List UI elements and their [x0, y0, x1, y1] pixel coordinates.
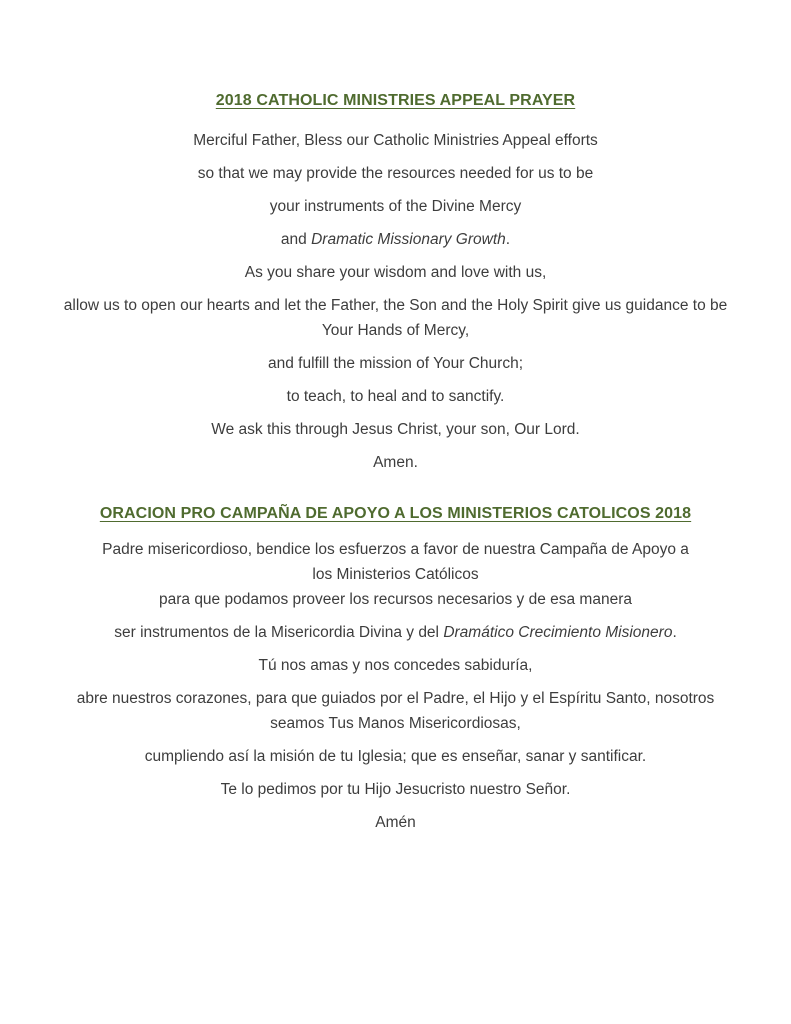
english-paragraph-7: [64, 351, 728, 376]
english-paragraph-7-text: and fulfill the mission of Your Church;: [267, 355, 524, 372]
spanish-paragraph-7: [64, 777, 728, 802]
spanish-paragraph-amen: [64, 810, 728, 835]
english-paragraph-3-text: your instruments of the Divine Mercy: [269, 198, 522, 215]
spanish-paragraph-3: [64, 620, 728, 645]
spanish-paragraph-2-text: para que podamos proveer los recursos necesarios y de esa manera: [158, 591, 632, 608]
spanish-paragraph-7-text: Te lo pedimos por tu Hijo Jesucristo nuestro Señor.: [220, 781, 571, 798]
english-paragraph-5: [64, 260, 728, 285]
english-paragraph-3: [64, 194, 728, 219]
english-paragraph-5-text: As you share your wisdom and love with us,: [244, 264, 547, 281]
spanish-paragraph-4: [64, 653, 728, 678]
english-paragraph-2: [64, 161, 728, 186]
english-paragraph-1: [64, 128, 728, 153]
spanish-paragraph-6-text: cumpliendo así la misión de tu Iglesia; que es enseñar, sanar y santificar.: [144, 748, 647, 765]
english-prayer-section: [64, 90, 728, 475]
spanish-paragraph-amen-text: Amén: [375, 814, 416, 831]
english-paragraph-6: [64, 293, 728, 343]
english-paragraph-4-italic: Dramatic Missionary Growth: [311, 231, 506, 248]
spanish-paragraph-1-text: Padre misericordioso, bendice los esfuerzos a favor de nuestra Campaña de Apoyo a los Ministerios Católicos: [102, 541, 689, 583]
spanish-paragraph-4-text: Tú nos amas y nos concedes sabiduría,: [258, 657, 533, 674]
spanish-prayer-heading: ORACION PRO CAMPAÑA DE APOYO A LOS MINISTERIOS CATOLICOS 2018: [99, 505, 692, 522]
english-paragraph-9: [64, 417, 728, 442]
document-body: [64, 90, 728, 835]
english-paragraph-9-text: We ask this through Jesus Christ, your son, Our Lord.: [211, 421, 580, 438]
english-paragraph-4-post: .: [505, 231, 511, 248]
spanish-paragraph-3-pre: ser instrumentos de la Misericordia Divina y del: [114, 624, 444, 641]
english-paragraph-4-pre: and: [280, 231, 312, 248]
spanish-paragraph-1: [93, 537, 699, 587]
english-paragraph-amen-text: Amen.: [373, 454, 418, 471]
english-paragraph-amen: [64, 450, 728, 475]
spanish-paragraph-3-italic: Dramático Crecimiento Misionero: [443, 624, 673, 641]
english-paragraph-4: [64, 227, 728, 252]
english-paragraph-6-text: allow us to open our hearts and let the Father, the Son and the Holy Spirit give us guidance to be Your Hands of Mercy,: [63, 297, 728, 339]
english-paragraph-8: [64, 384, 728, 409]
english-paragraph-8-text: to teach, to heal and to sanctify.: [286, 388, 505, 405]
spanish-paragraph-2: [64, 587, 728, 612]
spanish-paragraph-3-post: .: [672, 624, 677, 641]
english-paragraph-2-text: so that we may provide the resources needed for us to be: [197, 165, 594, 182]
spanish-paragraph-6: [64, 744, 728, 769]
spanish-paragraph-5: [64, 686, 728, 736]
english-paragraph-1-text: Merciful Father, Bless our Catholic Ministries Appeal efforts: [193, 132, 598, 149]
spanish-prayer-section: [64, 503, 728, 835]
spanish-paragraph-5-text: abre nuestros corazones, para que guiados por el Padre, el Hijo y el Espíritu Santo, nosotros seamos Tus Manos Misericordiosas,: [76, 690, 715, 732]
english-prayer-heading: 2018 CATHOLIC MINISTRIES APPEAL PRAYER: [215, 92, 576, 109]
